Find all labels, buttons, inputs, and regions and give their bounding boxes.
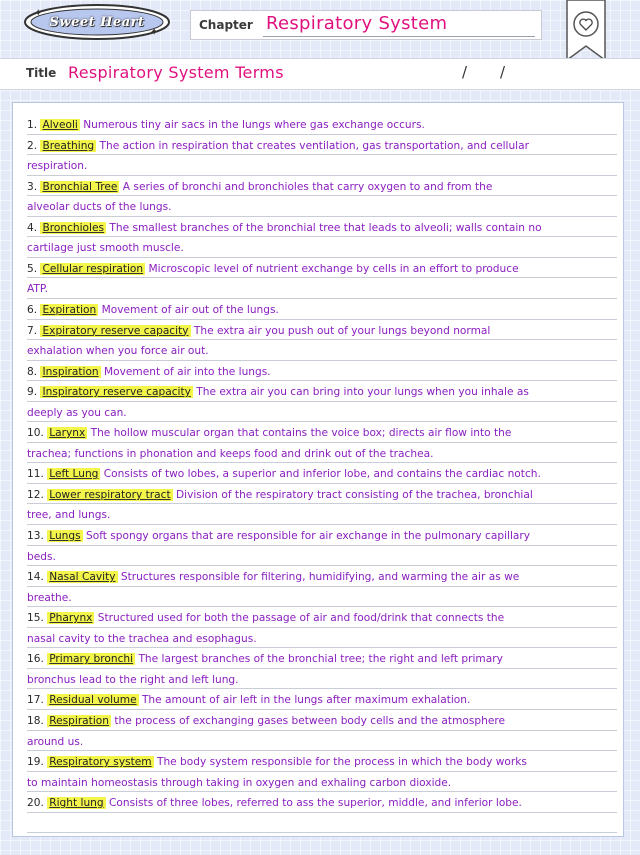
- chapter-value: Respiratory System: [266, 13, 448, 34]
- note-line: [27, 115, 609, 135]
- logo-text: Sweet Heart: [49, 14, 145, 30]
- note-line: [27, 177, 609, 197]
- note-line: [27, 382, 609, 402]
- note-line: [27, 321, 609, 341]
- definition-text: Movement of air out of the lungs.: [98, 303, 279, 316]
- highlighted-term: Lower respiratory tract: [49, 488, 171, 501]
- note-line: [27, 464, 609, 484]
- highlighted-term: Primary bronchi: [49, 653, 134, 666]
- definition-text: The extra air you can bring into your lungs when you inhale as: [192, 386, 529, 399]
- title-label: Title: [26, 66, 57, 80]
- note-line: [27, 505, 609, 525]
- definition-text: the process of exchanging gases between body cells and the atmosphere: [110, 714, 505, 727]
- item-number: 5.: [27, 262, 38, 275]
- definition-text: Structures responsible for filtering, humidifying, and warming the air as we: [117, 571, 520, 584]
- title-field[interactable]: [0, 58, 640, 90]
- note-line: [27, 300, 609, 320]
- note-line: [27, 649, 609, 669]
- ruled-line: [27, 832, 617, 833]
- definition-text: Structured used for both the passage of air and food/drink that connects the: [94, 612, 505, 625]
- definition-text: The hollow muscular organ that contains the voice box; directs air flow into the: [87, 427, 512, 440]
- highlighted-term: Expiration: [42, 303, 97, 316]
- highlighted-term: Breathing: [42, 139, 95, 152]
- highlighted-term: Left Lung: [49, 468, 99, 481]
- item-number: 15.: [27, 612, 44, 625]
- definition-text: Division of the respiratory tract consisting of the trachea, bronchial: [172, 488, 533, 501]
- note-line: [27, 444, 609, 464]
- note-line: [27, 279, 609, 299]
- item-number: 12.: [27, 488, 44, 501]
- definition-text: trachea; functions in phonation and keeps food and drink out of the trachea.: [27, 447, 434, 460]
- highlighted-term: Inspiration: [42, 365, 99, 378]
- note-line: [27, 793, 609, 813]
- item-number: 3.: [27, 180, 38, 193]
- note-line: [27, 156, 609, 176]
- definition-text: tree, and lungs.: [27, 509, 111, 522]
- definition-text: exhalation when you force air out.: [27, 345, 209, 358]
- item-number: 19.: [27, 756, 44, 769]
- item-number: 4.: [27, 221, 38, 234]
- item-number: 14.: [27, 571, 44, 584]
- chapter-label: Chapter: [199, 18, 253, 32]
- note-line: [27, 362, 609, 382]
- definition-text: alveolar ducts of the lungs.: [27, 201, 172, 214]
- definition-text: The action in respiration that creates ventilation, gas transportation, and cellular: [96, 139, 529, 152]
- definition-text: The extra air you push out of your lungs beyond normal: [190, 324, 491, 337]
- definition-text: cartilage just smooth muscle.: [27, 242, 184, 255]
- note-line: [27, 567, 609, 587]
- item-number: 2.: [27, 139, 38, 152]
- item-number: 20.: [27, 797, 44, 810]
- definition-text: The smallest branches of the bronchial tree that leads to alveoli; walls contain no: [106, 221, 542, 234]
- highlighted-term: Right lung: [49, 797, 104, 810]
- highlighted-term: Nasal Cavity: [49, 571, 116, 584]
- svg-text:✦: ✦: [150, 27, 159, 38]
- definition-text: Movement of air into the lungs.: [100, 365, 271, 378]
- definition-text: The body system responsible for the process in which the body works: [153, 756, 527, 769]
- note-line: [27, 670, 609, 690]
- definition-text: beds.: [27, 550, 56, 563]
- item-number: 18.: [27, 714, 44, 727]
- definition-text: breathe.: [27, 591, 72, 604]
- note-line: [27, 341, 609, 361]
- definition-text: to maintain homeostasis through taking in oxygen and exhaling carbon dioxide.: [27, 776, 452, 789]
- note-line: [27, 259, 609, 279]
- bookmark-ribbon: [565, 0, 607, 62]
- note-line: [27, 136, 609, 156]
- chapter-field[interactable]: [190, 10, 542, 40]
- highlighted-term: Cellular respiration: [42, 262, 144, 275]
- highlighted-term: Respiration: [49, 714, 109, 727]
- definition-text: Consists of three lobes, referred to ass the superior, middle, and inferior lobe.: [105, 797, 522, 810]
- definition-text: The largest branches of the bronchial tree; the right and left primary: [135, 653, 503, 666]
- note-line: [27, 773, 609, 793]
- bookmark-tab[interactable]: [565, 0, 607, 62]
- note-line: [27, 690, 609, 710]
- item-number: 9.: [27, 386, 38, 399]
- definition-text: Soft spongy organs that are responsible for air exchange in the pulmonary capillary: [82, 530, 531, 542]
- highlighted-term: Pharynx: [49, 612, 93, 625]
- note-line: [27, 238, 609, 258]
- highlighted-term: Respiratory system: [49, 756, 152, 769]
- definition-text: Numerous tiny air sacs in the lungs where gas exchange occurs.: [79, 119, 425, 131]
- highlighted-term: Larynx: [49, 427, 86, 440]
- definition-text: bronchus lead to the right and left lung.: [27, 673, 239, 686]
- heart-icon: [579, 18, 593, 31]
- chapter-underline: [263, 36, 535, 37]
- note-line: [27, 485, 609, 505]
- note-line: [27, 218, 609, 238]
- definition-text: deeply as you can.: [27, 406, 127, 419]
- highlighted-term: Bronchioles: [42, 221, 105, 234]
- note-line: [27, 608, 609, 628]
- note-line: [27, 711, 609, 731]
- note-line: [27, 526, 609, 546]
- title-value: Respiratory System Terms: [68, 63, 284, 82]
- definition-text: Microscopic level of nutrient exchange by cells in an effort to produce: [145, 262, 519, 275]
- lined-note-page: [12, 102, 624, 837]
- note-line: [27, 423, 609, 443]
- item-number: 6.: [27, 303, 38, 316]
- item-number: 1.: [27, 119, 38, 131]
- item-number: 17.: [27, 694, 44, 707]
- definition-text: Consists of two lobes, a superior and inferior lobe, and contains the cardiac notch.: [100, 468, 541, 481]
- note-line: [27, 732, 609, 752]
- item-number: 10.: [27, 427, 44, 440]
- svg-text:✦: ✦: [34, 8, 43, 19]
- date-separator: /: [462, 63, 468, 81]
- highlighted-term: Residual volume: [49, 694, 137, 707]
- item-number: 8.: [27, 365, 38, 378]
- definition-text: around us.: [27, 735, 84, 748]
- item-number: 13.: [27, 530, 44, 542]
- item-number: 16.: [27, 653, 44, 666]
- note-line: [27, 629, 609, 649]
- note-line: [27, 588, 609, 608]
- highlighted-term: Lungs: [49, 530, 81, 542]
- item-number: 7.: [27, 324, 38, 337]
- definition-text: nasal cavity to the trachea and esophagus.: [27, 632, 257, 645]
- note-line: [27, 752, 609, 772]
- definition-text: A series of bronchi and bronchioles that carry oxygen to and from the: [119, 180, 493, 193]
- note-line: [27, 547, 609, 567]
- definition-text: The amount of air left in the lungs after maximum exhalation.: [138, 694, 471, 707]
- sweet-heart-logo: [22, 2, 172, 42]
- date-separator: /: [500, 63, 506, 81]
- definition-text: respiration.: [27, 160, 88, 173]
- highlighted-term: Expiratory reserve capacity: [42, 324, 189, 337]
- page-header: [0, 0, 640, 92]
- highlighted-term: Bronchial Tree: [42, 180, 118, 193]
- item-number: 11.: [27, 468, 44, 481]
- note-line: [27, 403, 609, 423]
- definition-text: ATP.: [27, 283, 48, 296]
- highlighted-term: Inspiratory reserve capacity: [42, 386, 191, 399]
- highlighted-term: Alveoli: [42, 119, 78, 131]
- note-line: [27, 197, 609, 217]
